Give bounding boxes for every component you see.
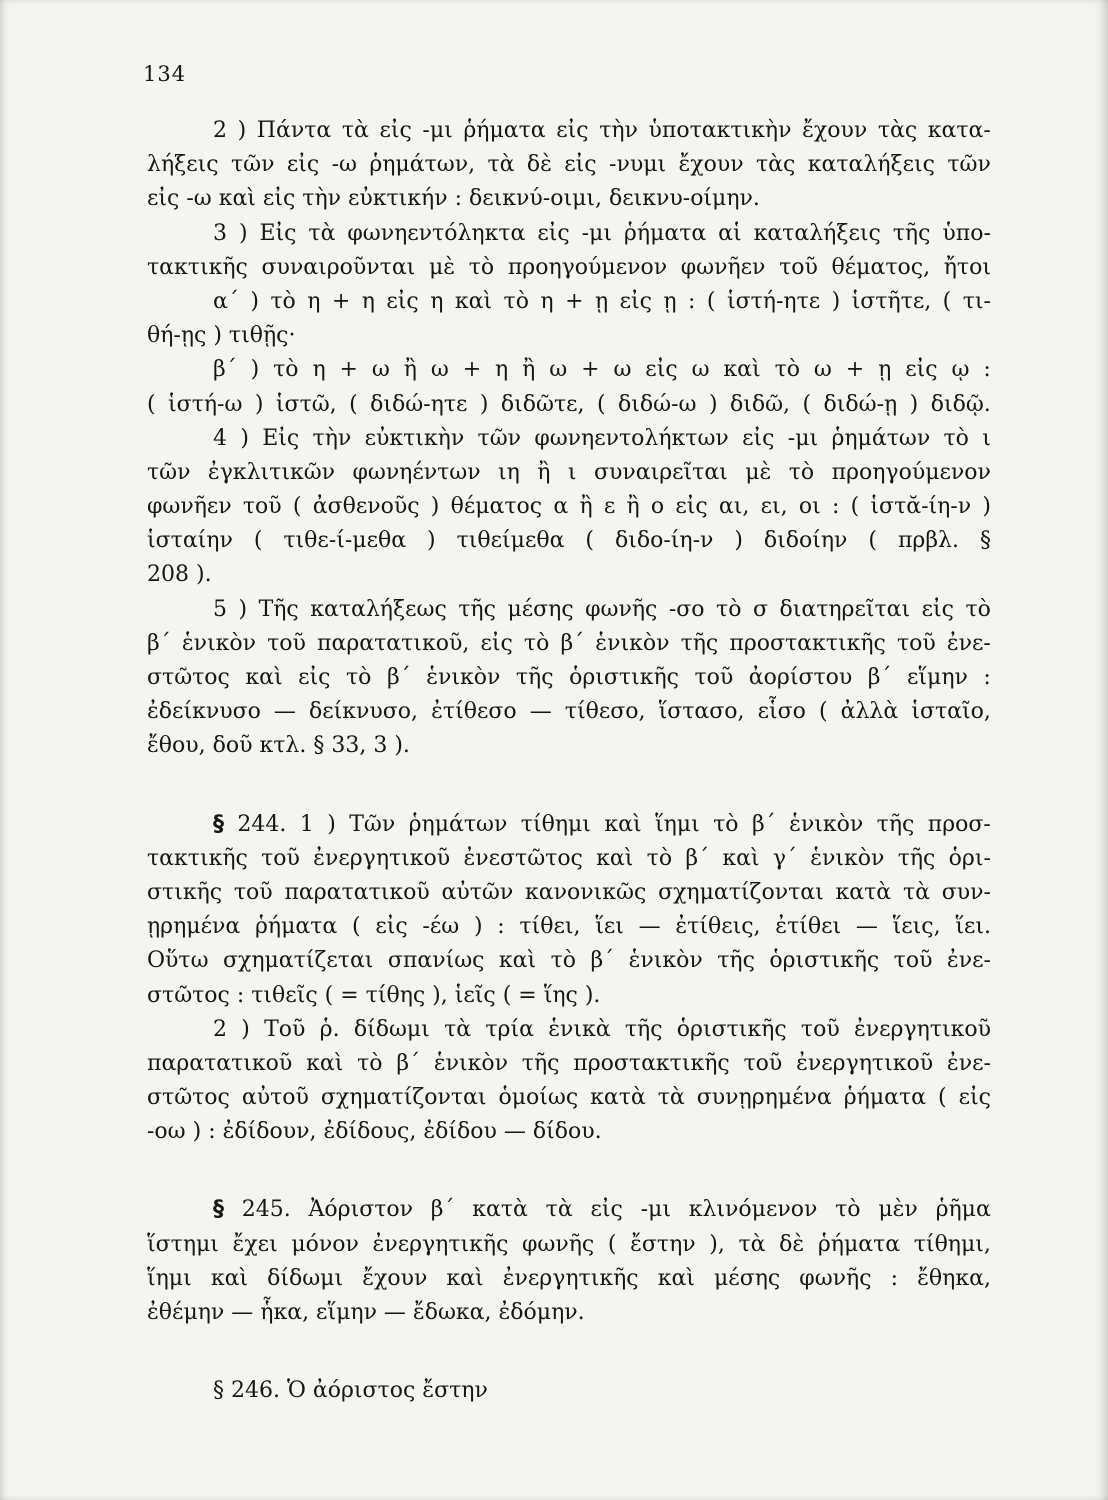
section-heading-246: § 246. Ὁ ἀόριστος ἔστην bbox=[213, 1378, 488, 1404]
text-line: Οὕτω σχηματίζεται σπανίως καὶ τὸ β΄ ἑνικὸν τῆς ὁριστικῆς τοῦ ἐνε- bbox=[147, 948, 991, 974]
text-line: τακτικῆς συναιροῦνται μὲ τὸ προηγούμενον φωνῆεν τοῦ θέματος, ἤτοι bbox=[147, 254, 991, 280]
section-heading-244: § 244. 1 ) Τῶν ῥημάτων τίθημι καὶ ἵημι τὸ β΄ ἑνικὸν τῆς προσ- bbox=[213, 811, 991, 837]
text-line: εἰς -ω καὶ εἰς τὴν εὐκτικήν : δεικνύ-οιμι, δεικνυ-οίμην. bbox=[147, 186, 760, 212]
text-line: ῃρημένα ῥήματα ( εἰς -έω ) : τίθει, ἵει — ἐτίθεις, ἐτίθει — ἵεις, ἵει. bbox=[147, 914, 991, 940]
text-line: 5 ) Τῆς καταλήξεως τῆς μέσης φωνῆς -σο τὸ σ διατηρεῖται εἰς τὸ bbox=[213, 596, 991, 622]
page-number: 134 bbox=[143, 62, 187, 86]
text-line: ἔθου, δοῦ κτλ. § 33, 3 ). bbox=[147, 733, 410, 759]
section-heading-245: § 245. Ἀόριστον β΄ κατὰ τὰ εἰς -μι κλινόμενον τὸ μὲν ῥῆμα bbox=[213, 1197, 991, 1223]
text-line: λήξεις τῶν εἰς -ω ῥημάτων, τὰ δὲ εἰς -νυμι ἔχουν τὰς καταλήξεις τῶν bbox=[147, 152, 991, 178]
text-line: β΄ ) τὸ η + ω ἢ ω + η ἢ ω + ω εἰς ω καὶ τὸ ω + ῃ εἰς ῳ : bbox=[213, 357, 991, 383]
text-line: θή-ῃς ) τιθῇς· bbox=[147, 323, 296, 349]
section-spacer bbox=[147, 764, 991, 808]
page-body bbox=[147, 114, 991, 1408]
text-line: φωνῆεν τοῦ ( ἀσθενοῦς ) θέματος α ἢ ε ἢ ο εἰς αι, ει, οι : ( ἱστᾰ-ίη-ν ) bbox=[147, 494, 991, 520]
text-line: τακτικῆς τοῦ ἐνεργητικοῦ ἐνεστῶτος καὶ τὸ β΄ καὶ γ΄ ἑνικὸν τῆς ὁρι- bbox=[147, 845, 991, 871]
text-line: 2 ) Τοῦ ῥ. δίδωμι τὰ τρία ἑνικὰ τῆς ὁριστικῆς τοῦ ἐνεργητικοῦ bbox=[213, 1016, 991, 1042]
text-line: στῶτος : τιθεῖς ( = τίθης ), ἱεῖς ( = ἵης ). bbox=[147, 982, 601, 1008]
section-spacer bbox=[147, 1149, 991, 1193]
text-line: 3 ) Εἰς τὰ φωνηεντόληκτα εἰς -μι ῥήματα αἱ καταλήξεις τῆς ὑπο- bbox=[213, 220, 991, 246]
text-line: -οω ) : ἐδίδουν, ἐδίδους, ἐδίδου — δίδου. bbox=[147, 1119, 602, 1145]
section-spacer bbox=[147, 1330, 991, 1374]
text-line: τῶν ἐγκλιτικῶν φωνηέντων ιη ἢ ι συναιρεῖται μὲ τὸ προηγούμενον bbox=[147, 459, 991, 485]
text-line: 2 ) Πάντα τὰ εἰς -μι ῥήματα εἰς τὴν ὑποτακτικὴν ἔχουν τὰς κατα- bbox=[213, 118, 991, 143]
text-line: ἐδείκνυσο — δείκνυσο, ἐτίθεσο — τίθεσο, ἵστασο, εἷσο ( ἀλλὰ ἱσταῖο, bbox=[147, 699, 991, 725]
text-line: ἵστημι ἔχει μόνον ἐνεργητικῆς φωνῆς ( ἔστην ), τὰ δὲ ῥήματα τίθημι, bbox=[147, 1231, 991, 1257]
text-line: α΄ ) τὸ η + η εἰς η καὶ τὸ η + ῃ εἰς ῃ : ( ἱστή-ητε ) ἱστῆτε, ( τι- bbox=[213, 288, 991, 314]
text-line: ἱσταίην ( τιθε-ί-μεθα ) τιθείμεθα ( διδο-ίη-ν ) διδοίην ( πρβλ. § bbox=[147, 528, 991, 554]
text-line: παρατατικοῦ καὶ τὸ β΄ ἑνικὸν τῆς προστακτικῆς τοῦ ἐνεργητικοῦ ἐνε- bbox=[147, 1050, 991, 1076]
text-line: β΄ ἑνικὸν τοῦ παρατατικοῦ, εἰς τὸ β΄ ἑνικὸν τῆς προστακτικῆς τοῦ ἐνε- bbox=[147, 630, 991, 656]
text-line: στῶτος αὐτοῦ σχηματίζονται ὁμοίως κατὰ τὰ συνῃρημένα ῥήματα ( εἰς bbox=[147, 1085, 991, 1111]
text-line: 208 ). bbox=[147, 562, 212, 588]
text-line: ἵημι καὶ δίδωμι ἔχουν καὶ ἐνεργητικῆς καὶ μέσης φωνῆς : ἔθηκα, bbox=[147, 1265, 991, 1291]
text-line: στικῆς τοῦ παρατατικοῦ αὐτῶν κανονικῶς σχηματίζονται κατὰ τὰ συν- bbox=[147, 879, 991, 905]
text-line: ( ἱστή-ω ) ἱστῶ, ( διδώ-ητε ) διδῶτε, ( διδώ-ω ) διδῶ, ( διδώ-ῃ ) διδῷ. bbox=[147, 391, 991, 417]
text-line: στῶτος καὶ εἰς τὸ β΄ ἑνικὸν τῆς ὁριστικῆς τοῦ ἀορίστου β΄ εἵμην : bbox=[147, 665, 991, 690]
text-line: ἐθέμην — ἧκα, εἵμην — ἔδωκα, ἐδόμην. bbox=[147, 1300, 585, 1325]
text-line: 4 ) Εἰς τὴν εὐκτικὴν τῶν φωνηεντολήκτων εἰς -μι ῥημάτων τὸ ι bbox=[213, 425, 991, 451]
